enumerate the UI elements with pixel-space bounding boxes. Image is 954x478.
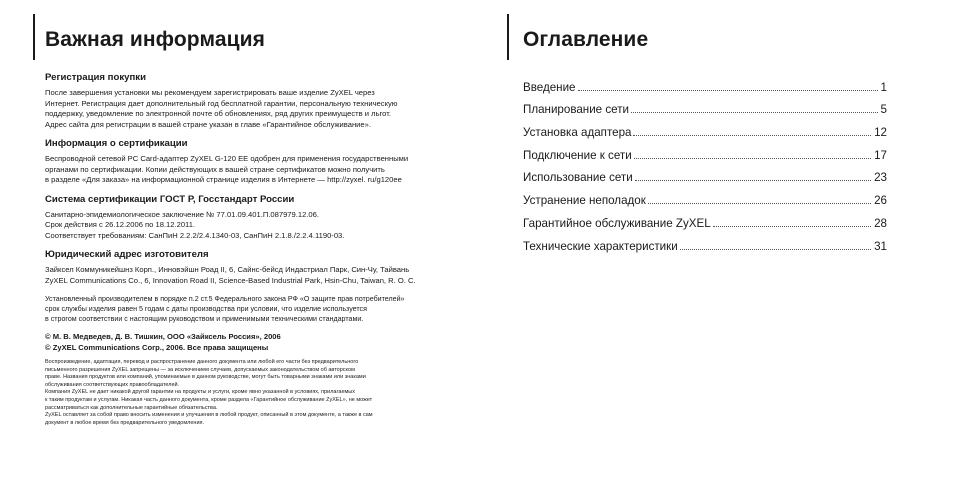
toc-item-adapter-installation[interactable] [523,116,887,139]
service-life-text [45,294,445,324]
toc-page-number: 5 [880,103,887,117]
table-of-contents [523,71,887,253]
toc-item-troubleshooting[interactable] [523,184,887,207]
section-heading: Регистрация покупки [45,72,146,83]
toc-leader [633,135,871,136]
text-line: праве. Названия продуктов или компаний, упоминаемые в данном руководстве, могут быть товарными знаками или знаками [45,374,366,381]
toc-page-number: 31 [874,239,887,253]
text-line: Срок действия с 26.12.2006 по 18.12.2011. [45,220,196,229]
toc-page-number: 12 [874,126,887,140]
section-legal-address [45,249,445,286]
text-line: Установленный производителем в порядке п.2 ст.5 Федерального закона РФ «О защите прав потребителей» [45,295,405,303]
title-bar-left [33,14,35,60]
toc-leader [631,112,878,113]
text-line: Адрес сайта для регистрации в вашей стране указан в главе «Гарантийное обслуживание». [45,119,371,129]
text-line: Санитарно-эпидемиологическое заключение № 77.01.09.401.П.087979.12.06. [45,209,319,219]
text-line: Соответствует требованиям: СанПиН 2.2.2/2.4.1340-03, СанПиН 2.1.8./2.2.4.1190-03. [45,230,345,240]
text-line: Беспроводной сетевой PC Card-адаптер ZyXEL G-120 EE одобрен для применения государственными [45,154,409,163]
right-page [477,0,954,478]
section-certification [45,138,445,186]
text-line: срок службы изделия равен 5 годам с даты производства при условии, что изделие используется [45,305,367,313]
text-line: Зайксел Коммуникейшнз Корп., Инновэйшн Роад II, 6, Сайнс-бейсд Индастриал Парк, Син-Чу, Тайвань [45,265,410,274]
text-line: Компания ZyXEL не дает никакой другой гарантии на продукты и услуги, кроме явно указанной в условиях, прилагаемых [45,389,355,396]
section-text [45,265,445,286]
toc-label: Использование сети [523,171,633,185]
text-line: документ в любое время без предварительного уведомления. [45,419,205,426]
toc-leader [713,226,871,227]
toc-label: Планирование сети [523,103,629,117]
toc-label: Введение [523,80,576,94]
toc-item-warranty[interactable] [523,207,887,230]
toc-item-introduction[interactable] [523,71,887,94]
text-line: органами по сертификации. Копии действующих в вашей стране сертификатов можно получить [45,164,385,174]
section-heading: Система сертификации ГОСТ Р, Госстандарт России [45,193,295,205]
copyright-notice [45,332,445,353]
text-line: обслуживания соответствующих правообладателей. [45,381,180,388]
section-heading: Информация о сертификации [45,138,188,149]
toc-item-network-usage[interactable] [523,162,887,185]
toc-leader [648,203,871,204]
title-bar-right [507,14,509,60]
section-registration [45,72,445,130]
toc-leader [635,180,871,181]
text-line: Интернет. Регистрация дает дополнительный год бесплатной гарантии, персональную техническую [45,98,398,108]
section-text [45,154,445,186]
toc-leader [634,158,871,159]
section-gost [45,194,445,242]
section-text [45,88,445,130]
toc-label: Подключение к сети [523,148,632,162]
text-line: ZyXEL оставляет за собой право вносить изменения и улучшения в любой продукт, описанный в этом документе, а также в сам [45,412,373,419]
toc-label: Гарантийное обслуживание ZyXEL [523,216,711,230]
text-line: ZyXEL Communications Co., 6, Innovation Road II, Science-Based Industrial Park, Hsin-Chu, Taiwan, R. O. C. [45,275,416,285]
toc-label: Технические характеристики [523,239,678,253]
text-line: Воспроизведение, адаптация, перевод и распространение данного документа или любой его части без предварительного [45,359,359,365]
important-info-content [45,72,445,427]
text-line: © ZyXEL Communications Corp., 2006. Все права защищены [45,342,269,352]
section-text [45,210,445,242]
toc-label: Установка адаптера [523,126,632,140]
text-line: © М. В. Медведев, Д. В. Тишкин, ООО «Зайксель Россия», 2006 [45,332,281,341]
text-line: рассматриваться как дополнительные гарантийные обязательства. [45,404,218,411]
toc-leader [680,249,871,250]
text-line: После завершения установки мы рекомендуем зарегистрировать ваше изделие ZyXEL через [45,88,375,97]
toc-item-network-connection[interactable] [523,139,887,162]
toc-page-number: 17 [874,148,887,162]
page-title-contents: Оглавление [523,28,649,51]
toc-item-network-planning[interactable] [523,94,887,117]
toc-page-number: 26 [874,194,887,208]
page-title-important-info: Важная информация [45,28,265,51]
text-line: поддержку, уведомление по электронной почте об обновлениях, ряд других преимуществ и льгот. [45,109,391,118]
toc-page-number: 23 [874,171,887,185]
toc-page-number: 28 [874,216,887,230]
text-line: к таким продуктам и услугам. Никакая часть данного документа, кроме раздела «Гарантийное обслуживание ZyXEL», не может [45,396,373,403]
legal-disclaimer [45,359,445,427]
section-heading: Юридический адрес изготовителя [45,249,209,260]
text-line: в разделе «Для заказа» на информационной странице изделия в Интернете — http://zyxel. ru/g120ee [45,175,402,184]
toc-leader [578,90,878,91]
text-line: в строгом соответствии с настоящим руководством и применимыми техническими стандартами. [45,315,364,323]
toc-item-specifications[interactable] [523,230,887,253]
text-line: письменного разрешения ZyXEL запрещены — за исключением случаев, допускаемых законодательством об авторском [45,366,355,373]
toc-page-number: 1 [880,80,887,94]
toc-label: Устранение неполадок [523,194,646,208]
